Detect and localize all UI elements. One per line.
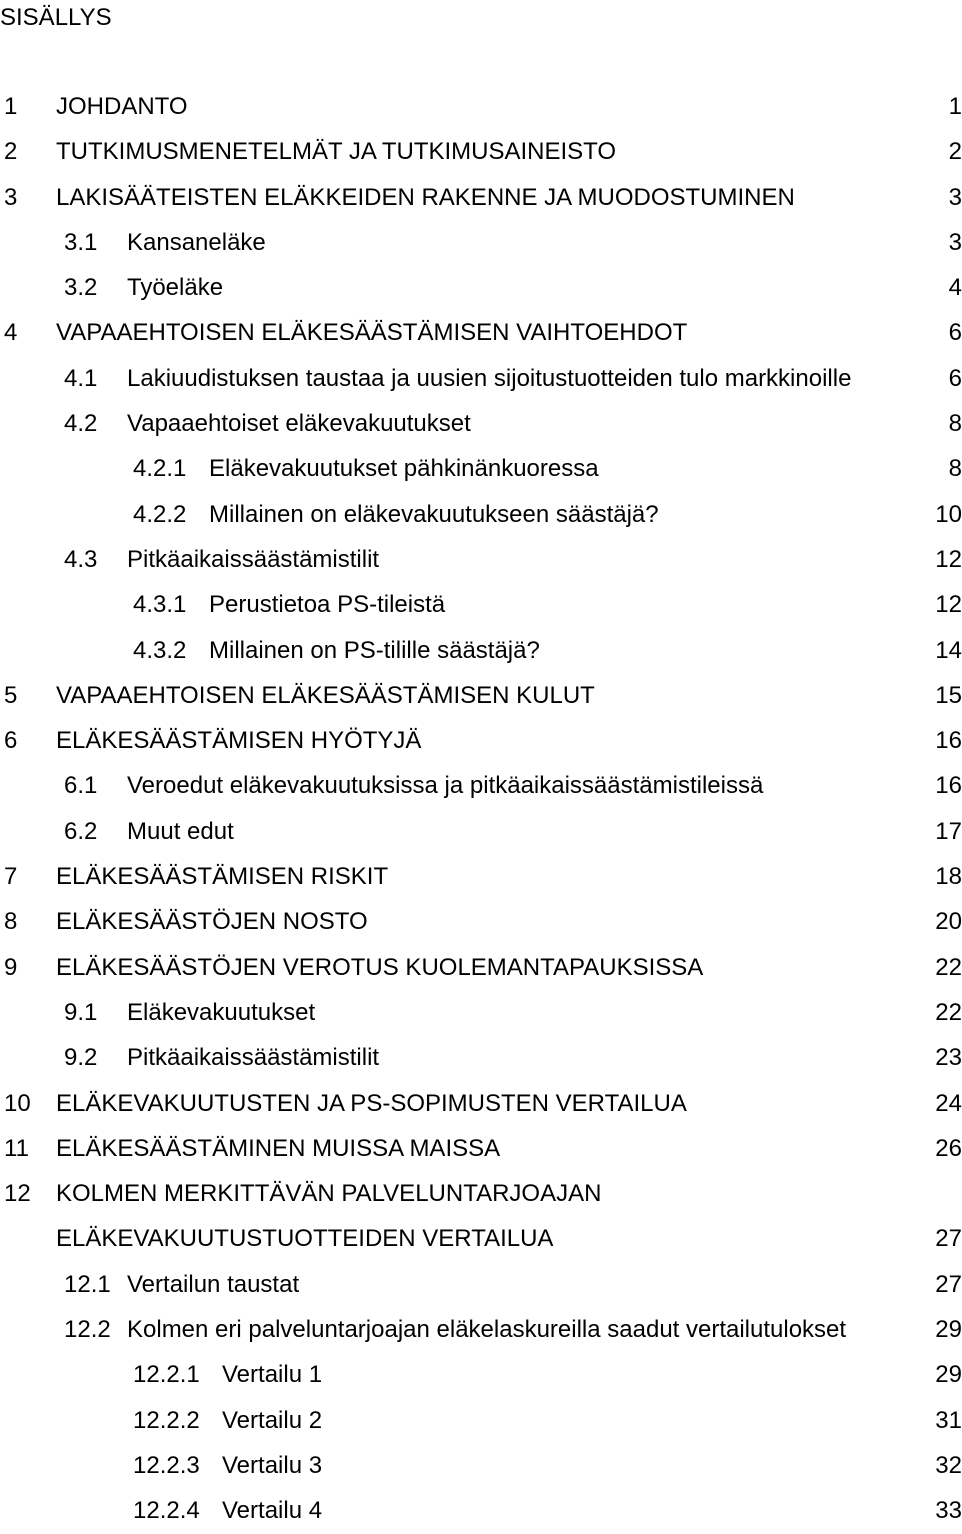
toc-entry-title: KOLMEN MERKITTÄVÄN PALVELUNTARJOAJAN: [56, 1180, 602, 1208]
toc-entry-page: 14: [935, 636, 962, 664]
toc-entry-number: 6.2: [64, 817, 98, 845]
toc-entry-page: 12: [935, 591, 962, 619]
toc-entry-number: 1: [4, 93, 18, 120]
toc-entry-number: 12: [4, 1180, 31, 1208]
toc-entry-number: 8: [4, 908, 18, 936]
toc-entry[interactable]: [0, 401, 962, 446]
toc-entry[interactable]: [0, 673, 962, 718]
toc-entry-title: Työeläke: [127, 274, 224, 302]
toc-entry-page: 12: [935, 545, 962, 573]
toc-entry-title: Millainen on PS-tilille säästäjä?: [209, 636, 540, 664]
toc-entry[interactable]: [0, 809, 962, 854]
toc-entry-page: 16: [935, 772, 962, 800]
toc-entry-page: 32: [935, 1451, 962, 1479]
toc-entry[interactable]: [0, 1398, 962, 1443]
toc-entry-title: VAPAAEHTOISEN ELÄKESÄÄSTÄMISEN KULUT: [56, 681, 595, 709]
toc-entry-title: ELÄKESÄÄSTÄMISEN HYÖTYJÄ: [56, 727, 422, 755]
toc-entry-title: ELÄKEVAKUUTUSTEN JA PS-SOPIMUSTEN VERTAILUA: [56, 1089, 687, 1117]
toc-entry-title: Lakiuudistuksen taustaa ja uusien sijoitustuotteiden tulo markkinoille: [127, 364, 852, 392]
toc-entry-number: 12.2.1: [133, 1361, 200, 1389]
toc-entry-page: 24: [935, 1089, 962, 1117]
toc-entry-title: Veroedut eläkevakuutuksissa ja pitkäaikaissäästämistileissä: [127, 772, 764, 800]
toc-entry-title: ELÄKESÄÄSTÄMINEN MUISSA MAISSA: [56, 1134, 501, 1162]
toc-entry-continuation[interactable]: [0, 1216, 962, 1261]
toc-entry-title: ELÄKESÄÄSTÄMISEN RISKIT: [56, 863, 389, 891]
toc-entry-title: Vertailu 1: [222, 1361, 323, 1389]
toc-entry-title: Pitkäaikaissäästämistilit: [127, 545, 380, 573]
toc-entry-number: 6: [4, 727, 18, 755]
toc-entry-page: 2: [948, 138, 962, 166]
toc-entry[interactable]: [0, 899, 962, 944]
toc-entry-title: Vertailu 4: [222, 1497, 323, 1525]
toc-entry[interactable]: [0, 1035, 962, 1080]
toc-entry-number: 9.2: [64, 1044, 98, 1072]
toc-entry-number: 4.2: [64, 410, 98, 438]
toc-entry-title: JOHDANTO: [56, 93, 188, 120]
toc-entry[interactable]: [0, 763, 962, 808]
toc-entry-page: 29: [935, 1361, 962, 1389]
toc-entry-number: 9: [4, 953, 18, 981]
toc-entry-page: 27: [935, 1270, 962, 1298]
toc-entry[interactable]: [0, 854, 962, 899]
toc-entry-page: 31: [935, 1406, 962, 1434]
toc-entry-title: LAKISÄÄTEISTEN ELÄKKEIDEN RAKENNE JA MUODOSTUMINEN: [56, 183, 795, 211]
toc-entry-number: 4.1: [64, 364, 98, 392]
toc-entry-page: 18: [935, 863, 962, 891]
toc-entry[interactable]: [0, 537, 962, 582]
toc-entry-number: 5: [4, 681, 18, 709]
toc-entry-page: 17: [935, 817, 962, 845]
toc-entry[interactable]: [0, 356, 962, 401]
toc-entry[interactable]: [0, 310, 962, 355]
toc-entry-title: Vertailu 3: [222, 1451, 323, 1479]
toc-entry-number: 4.2.1: [133, 455, 187, 483]
toc-entry[interactable]: [0, 1126, 962, 1171]
toc-entry-page: 6: [948, 364, 962, 392]
toc-entry-title: TUTKIMUSMENETELMÄT JA TUTKIMUSAINEISTO: [56, 138, 617, 166]
toc-entry-page: 6: [948, 319, 962, 347]
toc-entry-title: Millainen on eläkevakuutukseen säästäjä?: [209, 500, 659, 528]
toc-entry-page: 22: [935, 953, 962, 981]
toc-entry-number: 4.3: [64, 545, 98, 573]
toc-entry-title: Kolmen eri palveluntarjoajan eläkelaskureilla saadut vertailutulokset: [127, 1316, 847, 1344]
toc-entry[interactable]: [0, 175, 962, 220]
toc-entry[interactable]: [0, 1081, 962, 1126]
toc-entry-page: 22: [935, 998, 962, 1026]
toc-entry[interactable]: [0, 945, 962, 990]
toc-entry-number: 4.3.2: [133, 636, 187, 664]
toc-entry-title: ELÄKEVAKUUTUSTUOTTEIDEN VERTAILUA: [56, 1225, 554, 1253]
toc-entry[interactable]: [0, 129, 962, 174]
toc-entry[interactable]: [0, 1262, 962, 1307]
toc-entry-title: Muut edut: [127, 817, 234, 845]
toc-entry-page: 15: [935, 681, 962, 709]
toc-entry-page: 29: [935, 1316, 962, 1344]
toc-entry-title: Pitkäaikaissäästämistilit: [127, 1044, 380, 1072]
toc-entry[interactable]: [0, 1171, 962, 1216]
toc-entry-number: 4.2.2: [133, 500, 187, 528]
toc-entry-page: 8: [948, 455, 962, 483]
toc-entry[interactable]: [0, 265, 962, 310]
toc-entry-title: Vertailun taustat: [127, 1270, 300, 1298]
toc-entry-title: Kansaneläke: [127, 228, 266, 256]
toc-entry-number: 12.2.4: [133, 1497, 200, 1525]
toc-entry-page: 20: [935, 908, 962, 936]
toc-entry-page: 27: [935, 1225, 962, 1253]
toc-entry-page: 3: [948, 228, 962, 256]
toc-entry[interactable]: [0, 718, 962, 763]
toc-entry-number: 3: [4, 183, 18, 211]
toc-entry-page: 23: [935, 1044, 962, 1072]
toc-entry-number: 10: [4, 1089, 31, 1117]
toc-entry-title: Perustietoa PS-tileistä: [209, 591, 446, 619]
toc-entry[interactable]: [0, 446, 962, 491]
toc-entry-number: 4: [4, 319, 18, 347]
toc-entry[interactable]: [0, 628, 962, 673]
toc-entry-page: 4: [948, 274, 962, 302]
toc-entry-title: Vertailu 2: [222, 1406, 323, 1434]
toc-entry-number: 9.1: [64, 998, 98, 1026]
toc-entry-page: 26: [935, 1134, 962, 1162]
toc-entry-number: 4.3.1: [133, 591, 187, 619]
toc-entry-title: VAPAAEHTOISEN ELÄKESÄÄSTÄMISEN VAIHTOEHDOT: [56, 319, 688, 347]
toc-entry-number: 7: [4, 863, 18, 891]
toc-entry-title: ELÄKESÄÄSTÖJEN NOSTO: [56, 908, 368, 936]
toc-entry-page: 10: [935, 500, 962, 528]
toc-entry-number: 12.1: [64, 1270, 111, 1298]
toc-entry[interactable]: [0, 1307, 962, 1352]
toc-entry-number: 11: [4, 1134, 29, 1162]
toc-entry[interactable]: [0, 1488, 962, 1533]
toc-entry[interactable]: [0, 220, 962, 265]
toc-list: [0, 84, 962, 1534]
toc-entry[interactable]: [0, 492, 962, 537]
toc-entry-title: ELÄKESÄÄSTÖJEN VEROTUS KUOLEMANTAPAUKSISSA: [56, 953, 704, 981]
toc-entry-number: 12.2.3: [133, 1451, 200, 1479]
toc-entry-number: 12.2.2: [133, 1406, 200, 1434]
toc-entry-title: Eläkevakuutukset pähkinänkuoressa: [209, 455, 599, 483]
toc-entry[interactable]: [0, 84, 962, 129]
toc-entry[interactable]: [0, 582, 962, 627]
toc-entry-number: 6.1: [64, 772, 98, 800]
toc-heading: SISÄLLYS: [0, 4, 112, 31]
toc-entry-page: 3: [948, 183, 962, 211]
toc-entry-page: 1: [948, 93, 962, 120]
toc-entry-page: 8: [948, 410, 962, 438]
toc-entry-page: 16: [935, 727, 962, 755]
toc-entry-number: 2: [4, 138, 18, 166]
toc-entry[interactable]: [0, 1352, 962, 1397]
toc-entry-number: 3.2: [64, 274, 98, 302]
toc-entry-number: 3.1: [64, 228, 98, 256]
toc-entry-title: Eläkevakuutukset: [127, 998, 316, 1026]
toc-entry[interactable]: [0, 1443, 962, 1488]
toc-entry-title: Vapaaehtoiset eläkevakuutukset: [127, 410, 471, 438]
toc-entry-number: 12.2: [64, 1316, 111, 1344]
toc-entry-page: 33: [935, 1497, 962, 1525]
toc-entry[interactable]: [0, 990, 962, 1035]
